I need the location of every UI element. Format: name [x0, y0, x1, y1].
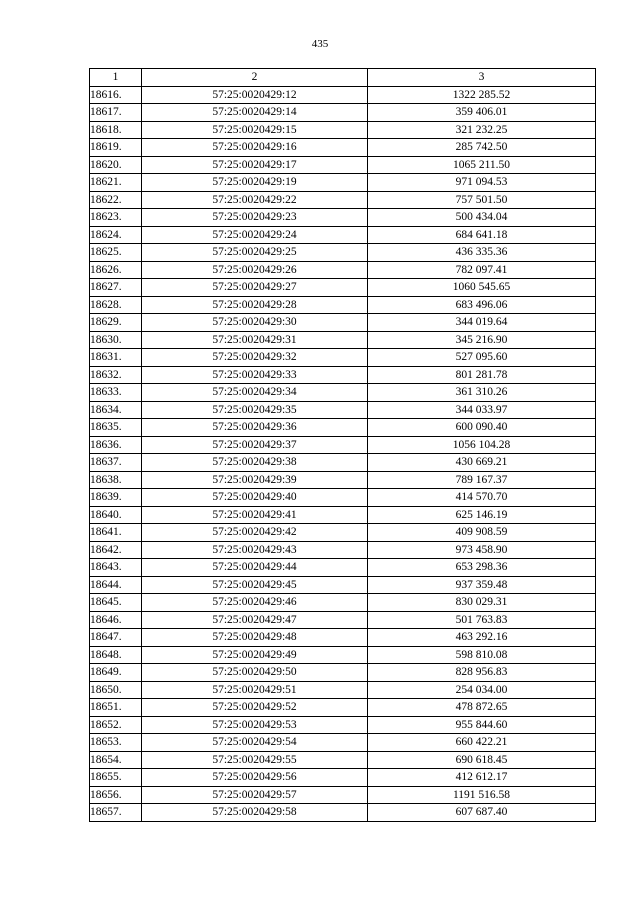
cadastral-number-cell: 57:25:0020429:49 — [142, 646, 368, 664]
row-number-cell: 18635. — [90, 419, 142, 437]
cadastral-number-cell: 57:25:0020429:41 — [142, 506, 368, 524]
table-row — [90, 506, 596, 524]
row-number-cell: 18634. — [90, 401, 142, 419]
value-cell: 955 844.60 — [368, 716, 596, 734]
cadastral-number-cell: 57:25:0020429:26 — [142, 261, 368, 279]
value-cell: 285 742.50 — [368, 139, 596, 157]
table-row — [90, 454, 596, 472]
row-number-cell: 18656. — [90, 786, 142, 804]
value-cell: 828 956.83 — [368, 664, 596, 682]
cadastral-number-cell: 57:25:0020429:33 — [142, 366, 368, 384]
table-row — [90, 121, 596, 139]
value-cell: 501 763.83 — [368, 611, 596, 629]
table-row — [90, 734, 596, 752]
row-number-cell: 18623. — [90, 209, 142, 227]
value-cell: 782 097.41 — [368, 261, 596, 279]
cadastral-number-cell: 57:25:0020429:17 — [142, 156, 368, 174]
value-cell: 361 310.26 — [368, 384, 596, 402]
value-cell: 359 406.01 — [368, 104, 596, 122]
row-number-cell: 18643. — [90, 559, 142, 577]
cadastral-number-cell: 57:25:0020429:47 — [142, 611, 368, 629]
cadastral-number-cell: 57:25:0020429:23 — [142, 209, 368, 227]
value-cell: 607 687.40 — [368, 804, 596, 822]
table-row — [90, 226, 596, 244]
table-row — [90, 279, 596, 297]
table-row — [90, 524, 596, 542]
table-body — [90, 86, 596, 821]
table-row — [90, 104, 596, 122]
cadastral-number-cell: 57:25:0020429:50 — [142, 664, 368, 682]
value-cell: 321 232.25 — [368, 121, 596, 139]
value-cell: 625 146.19 — [368, 506, 596, 524]
table-row — [90, 436, 596, 454]
table-header — [90, 69, 596, 87]
row-number-cell: 18636. — [90, 436, 142, 454]
value-cell: 801 281.78 — [368, 366, 596, 384]
cadastral-number-cell: 57:25:0020429:27 — [142, 279, 368, 297]
page-number: 435 — [311, 38, 329, 50]
cadastral-number-cell: 57:25:0020429:22 — [142, 191, 368, 209]
row-number-cell: 18633. — [90, 384, 142, 402]
cadastral-number-cell: 57:25:0020429:40 — [142, 489, 368, 507]
row-number-cell: 18616. — [90, 86, 142, 104]
cadastral-number-cell: 57:25:0020429:42 — [142, 524, 368, 542]
table-row — [90, 786, 596, 804]
row-number-cell: 18648. — [90, 646, 142, 664]
row-number-cell: 18647. — [90, 629, 142, 647]
row-number-cell: 18621. — [90, 174, 142, 192]
row-number-cell: 18630. — [90, 331, 142, 349]
table-row — [90, 314, 596, 332]
value-cell: 684 641.18 — [368, 226, 596, 244]
value-cell: 430 669.21 — [368, 454, 596, 472]
row-number-cell: 18618. — [90, 121, 142, 139]
row-number-cell: 18627. — [90, 279, 142, 297]
row-number-cell: 18631. — [90, 349, 142, 367]
table-row — [90, 559, 596, 577]
cadastral-number-cell: 57:25:0020429:55 — [142, 751, 368, 769]
row-number-cell: 18632. — [90, 366, 142, 384]
row-number-cell: 18640. — [90, 506, 142, 524]
table-row — [90, 489, 596, 507]
table-row — [90, 646, 596, 664]
cadastral-number-cell: 57:25:0020429:51 — [142, 681, 368, 699]
value-cell: 973 458.90 — [368, 541, 596, 559]
value-cell: 254 034.00 — [368, 681, 596, 699]
table-row — [90, 261, 596, 279]
table-row — [90, 331, 596, 349]
table-row — [90, 594, 596, 612]
row-number-cell: 18657. — [90, 804, 142, 822]
value-cell: 1322 285.52 — [368, 86, 596, 104]
table-row — [90, 751, 596, 769]
header-cell-2: 2 — [142, 69, 368, 87]
row-number-cell: 18646. — [90, 611, 142, 629]
value-cell: 436 335.36 — [368, 244, 596, 262]
data-table — [89, 68, 596, 822]
row-number-cell: 18629. — [90, 314, 142, 332]
cadastral-number-cell: 57:25:0020429:43 — [142, 541, 368, 559]
value-cell: 789 167.37 — [368, 471, 596, 489]
row-number-cell: 18645. — [90, 594, 142, 612]
row-number-cell: 18637. — [90, 454, 142, 472]
row-number-cell: 18644. — [90, 576, 142, 594]
value-cell: 653 298.36 — [368, 559, 596, 577]
cadastral-number-cell: 57:25:0020429:34 — [142, 384, 368, 402]
cadastral-number-cell: 57:25:0020429:44 — [142, 559, 368, 577]
table-row — [90, 611, 596, 629]
table-row — [90, 419, 596, 437]
value-cell: 1060 545.65 — [368, 279, 596, 297]
cadastral-number-cell: 57:25:0020429:32 — [142, 349, 368, 367]
cadastral-number-cell: 57:25:0020429:48 — [142, 629, 368, 647]
value-cell: 757 501.50 — [368, 191, 596, 209]
cadastral-number-cell: 57:25:0020429:37 — [142, 436, 368, 454]
row-number-cell: 18638. — [90, 471, 142, 489]
row-number-cell: 18651. — [90, 699, 142, 717]
table-row — [90, 174, 596, 192]
cadastral-number-cell: 57:25:0020429:12 — [142, 86, 368, 104]
cadastral-number-cell: 57:25:0020429:14 — [142, 104, 368, 122]
value-cell: 412 612.17 — [368, 769, 596, 787]
value-cell: 414 570.70 — [368, 489, 596, 507]
cadastral-number-cell: 57:25:0020429:45 — [142, 576, 368, 594]
value-cell: 409 908.59 — [368, 524, 596, 542]
value-cell: 937 359.48 — [368, 576, 596, 594]
table-row — [90, 541, 596, 559]
value-cell: 463 292.16 — [368, 629, 596, 647]
value-cell: 1056 104.28 — [368, 436, 596, 454]
row-number-cell: 18624. — [90, 226, 142, 244]
row-number-cell: 18641. — [90, 524, 142, 542]
row-number-cell: 18628. — [90, 296, 142, 314]
table-row — [90, 244, 596, 262]
cadastral-number-cell: 57:25:0020429:28 — [142, 296, 368, 314]
table-row — [90, 349, 596, 367]
value-cell: 971 094.53 — [368, 174, 596, 192]
table-row — [90, 139, 596, 157]
table-row — [90, 576, 596, 594]
table-row — [90, 156, 596, 174]
value-cell: 1065 211.50 — [368, 156, 596, 174]
cadastral-number-cell: 57:25:0020429:30 — [142, 314, 368, 332]
cadastral-number-cell: 57:25:0020429:24 — [142, 226, 368, 244]
table-row — [90, 296, 596, 314]
table-row — [90, 716, 596, 734]
cadastral-number-cell: 57:25:0020429:57 — [142, 786, 368, 804]
table-row — [90, 366, 596, 384]
table-row — [90, 401, 596, 419]
table-row — [90, 86, 596, 104]
table-row — [90, 804, 596, 822]
cadastral-number-cell: 57:25:0020429:16 — [142, 139, 368, 157]
header-row — [90, 69, 596, 87]
cadastral-number-cell: 57:25:0020429:52 — [142, 699, 368, 717]
cadastral-number-cell: 57:25:0020429:53 — [142, 716, 368, 734]
table-row — [90, 384, 596, 402]
row-number-cell: 18655. — [90, 769, 142, 787]
cadastral-number-cell: 57:25:0020429:39 — [142, 471, 368, 489]
value-cell: 344 019.64 — [368, 314, 596, 332]
value-cell: 598 810.08 — [368, 646, 596, 664]
table-row — [90, 471, 596, 489]
cadastral-number-cell: 57:25:0020429:35 — [142, 401, 368, 419]
cadastral-number-cell: 57:25:0020429:38 — [142, 454, 368, 472]
row-number-cell: 18654. — [90, 751, 142, 769]
value-cell: 830 029.31 — [368, 594, 596, 612]
table-row — [90, 769, 596, 787]
cadastral-number-cell: 57:25:0020429:54 — [142, 734, 368, 752]
table-row — [90, 629, 596, 647]
row-number-cell: 18625. — [90, 244, 142, 262]
table-row — [90, 664, 596, 682]
row-number-cell: 18617. — [90, 104, 142, 122]
row-number-cell: 18620. — [90, 156, 142, 174]
row-number-cell: 18619. — [90, 139, 142, 157]
table-row — [90, 209, 596, 227]
cadastral-number-cell: 57:25:0020429:15 — [142, 121, 368, 139]
value-cell: 600 090.40 — [368, 419, 596, 437]
table-row — [90, 699, 596, 717]
header-cell-1: 1 — [90, 69, 142, 87]
value-cell: 690 618.45 — [368, 751, 596, 769]
row-number-cell: 18642. — [90, 541, 142, 559]
table-row — [90, 191, 596, 209]
header-cell-3: 3 — [368, 69, 596, 87]
value-cell: 344 033.97 — [368, 401, 596, 419]
cadastral-number-cell: 57:25:0020429:46 — [142, 594, 368, 612]
row-number-cell: 18626. — [90, 261, 142, 279]
value-cell: 660 422.21 — [368, 734, 596, 752]
cadastral-number-cell: 57:25:0020429:19 — [142, 174, 368, 192]
value-cell: 1191 516.58 — [368, 786, 596, 804]
row-number-cell: 18649. — [90, 664, 142, 682]
value-cell: 500 434.04 — [368, 209, 596, 227]
value-cell: 478 872.65 — [368, 699, 596, 717]
cadastral-number-cell: 57:25:0020429:58 — [142, 804, 368, 822]
cadastral-number-cell: 57:25:0020429:56 — [142, 769, 368, 787]
row-number-cell: 18652. — [90, 716, 142, 734]
row-number-cell: 18639. — [90, 489, 142, 507]
cadastral-number-cell: 57:25:0020429:25 — [142, 244, 368, 262]
table-row — [90, 681, 596, 699]
row-number-cell: 18650. — [90, 681, 142, 699]
value-cell: 527 095.60 — [368, 349, 596, 367]
value-cell: 683 496.06 — [368, 296, 596, 314]
row-number-cell: 18653. — [90, 734, 142, 752]
row-number-cell: 18622. — [90, 191, 142, 209]
cadastral-number-cell: 57:25:0020429:31 — [142, 331, 368, 349]
value-cell: 345 216.90 — [368, 331, 596, 349]
cadastral-number-cell: 57:25:0020429:36 — [142, 419, 368, 437]
